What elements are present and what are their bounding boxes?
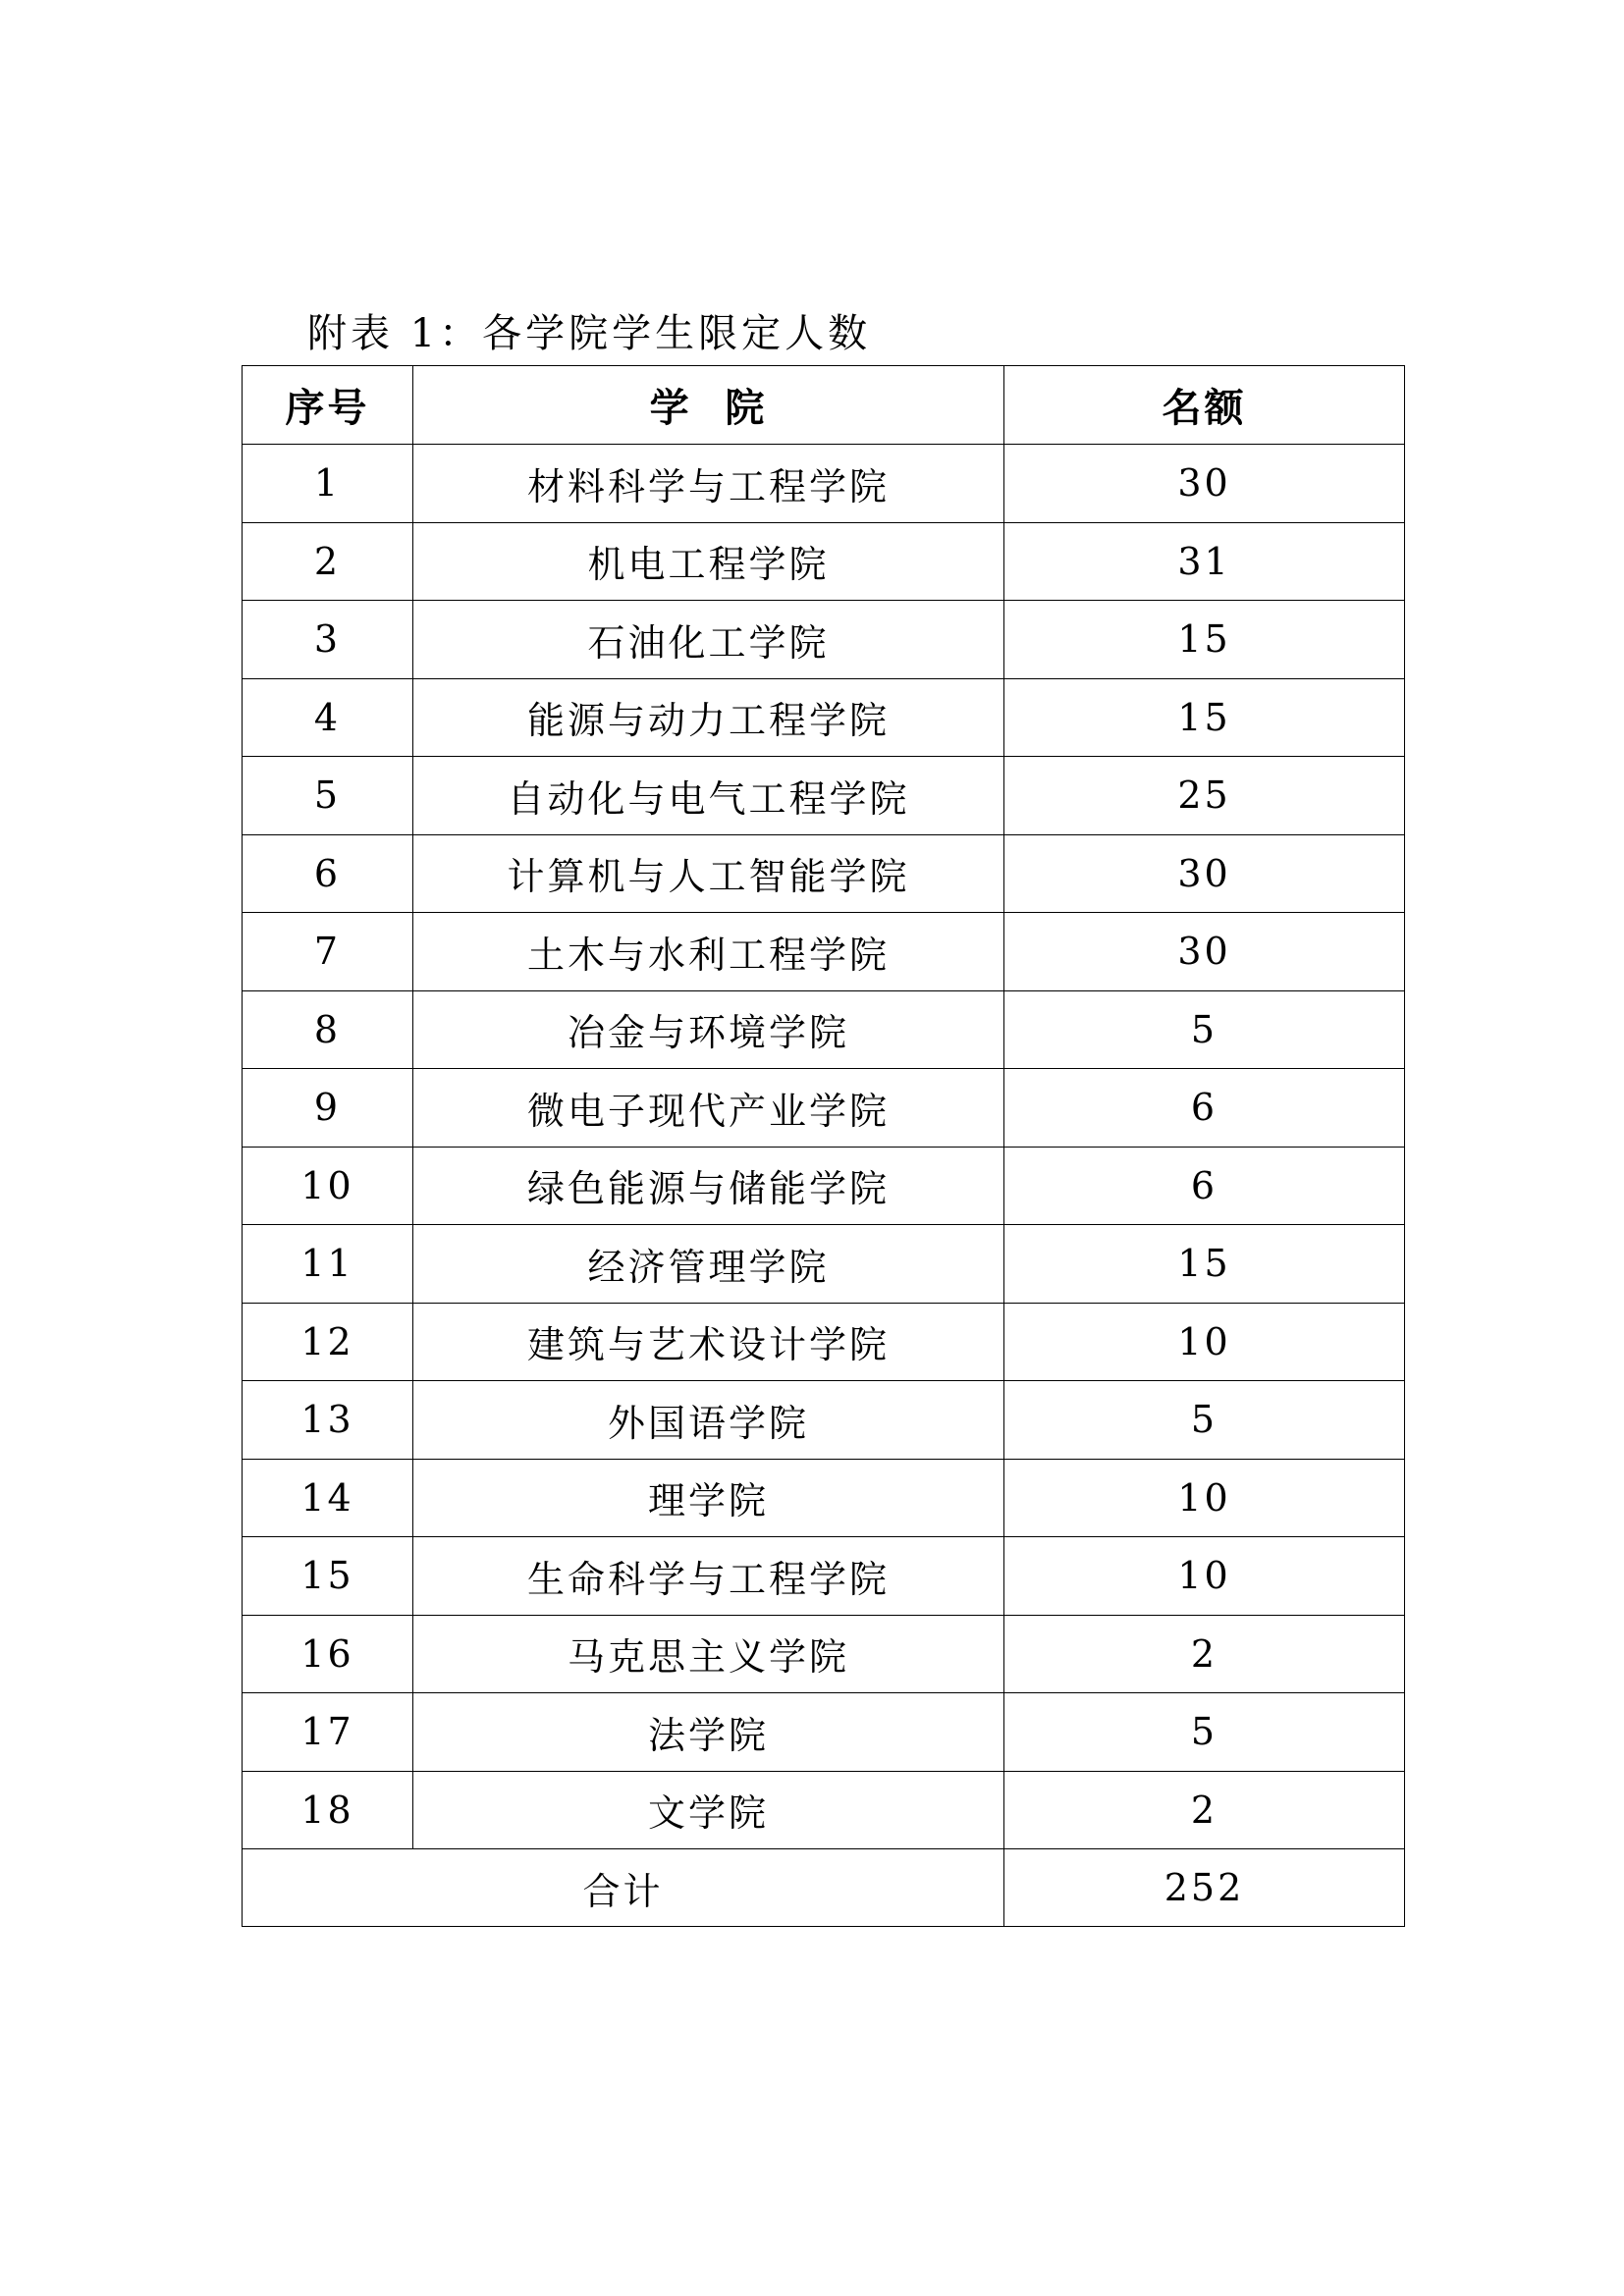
table-row: [243, 1771, 1405, 1849]
cell-college: 土木与水利工程学院: [413, 913, 1004, 991]
cell-index: 13: [243, 1381, 413, 1460]
cell-index: 16: [243, 1615, 413, 1693]
cell-quota: 5: [1004, 1381, 1405, 1460]
total-value: 252: [1004, 1849, 1405, 1927]
cell-college: 自动化与电气工程学院: [413, 757, 1004, 835]
cell-quota: 31: [1004, 522, 1405, 601]
table-row: [243, 1537, 1405, 1616]
cell-college: 外国语学院: [413, 1381, 1004, 1460]
cell-index: 12: [243, 1303, 413, 1381]
table-row: [243, 1693, 1405, 1772]
cell-quota: 30: [1004, 913, 1405, 991]
table-row: [243, 1303, 1405, 1381]
table-row: [243, 1615, 1405, 1693]
table-row: [243, 445, 1405, 523]
cell-index: 10: [243, 1147, 413, 1225]
cell-index: 3: [243, 601, 413, 679]
table-row: [243, 757, 1405, 835]
cell-quota: 5: [1004, 990, 1405, 1069]
cell-index: 11: [243, 1225, 413, 1304]
table-row: [243, 522, 1405, 601]
cell-college: 建筑与艺术设计学院: [413, 1303, 1004, 1381]
cell-college: 微电子现代产业学院: [413, 1069, 1004, 1148]
table-caption: 附表 1：各学院学生限定人数: [307, 311, 872, 356]
cell-college: 马克思主义学院: [413, 1615, 1004, 1693]
table-row: [243, 913, 1405, 991]
cell-quota: 10: [1004, 1303, 1405, 1381]
cell-index: 8: [243, 990, 413, 1069]
table-row: [243, 1225, 1405, 1304]
cell-college: 能源与动力工程学院: [413, 678, 1004, 757]
table-row: [243, 990, 1405, 1069]
table-row: [243, 1381, 1405, 1460]
cell-quota: 6: [1004, 1147, 1405, 1225]
table-row: [243, 1069, 1405, 1148]
table-row: [243, 601, 1405, 679]
college-quota-table: [242, 365, 1405, 1927]
header-index: 序号: [243, 366, 413, 445]
cell-index: 5: [243, 757, 413, 835]
cell-quota: 2: [1004, 1771, 1405, 1849]
table-header-row: [243, 366, 1405, 445]
cell-index: 9: [243, 1069, 413, 1148]
cell-quota: 2: [1004, 1615, 1405, 1693]
header-quota: 名额: [1004, 366, 1405, 445]
cell-college: 生命科学与工程学院: [413, 1537, 1004, 1616]
table-row: [243, 834, 1405, 913]
cell-quota: 15: [1004, 601, 1405, 679]
cell-college: 石油化工学院: [413, 601, 1004, 679]
cell-college: 理学院: [413, 1459, 1004, 1537]
cell-college: 机电工程学院: [413, 522, 1004, 601]
cell-college: 文学院: [413, 1771, 1004, 1849]
cell-index: 2: [243, 522, 413, 601]
cell-index: 7: [243, 913, 413, 991]
cell-quota: 15: [1004, 678, 1405, 757]
cell-index: 15: [243, 1537, 413, 1616]
cell-index: 4: [243, 678, 413, 757]
header-college: 学 院: [413, 366, 1004, 445]
cell-quota: 6: [1004, 1069, 1405, 1148]
cell-college: 绿色能源与储能学院: [413, 1147, 1004, 1225]
cell-quota: 5: [1004, 1693, 1405, 1772]
cell-college: 冶金与环境学院: [413, 990, 1004, 1069]
cell-index: 6: [243, 834, 413, 913]
cell-college: 材料科学与工程学院: [413, 445, 1004, 523]
cell-index: 14: [243, 1459, 413, 1537]
cell-quota: 15: [1004, 1225, 1405, 1304]
cell-quota: 10: [1004, 1459, 1405, 1537]
cell-quota: 30: [1004, 834, 1405, 913]
cell-index: 1: [243, 445, 413, 523]
cell-quota: 25: [1004, 757, 1405, 835]
table-row: [243, 1147, 1405, 1225]
cell-index: 18: [243, 1771, 413, 1849]
cell-quota: 10: [1004, 1537, 1405, 1616]
table-row: [243, 678, 1405, 757]
cell-quota: 30: [1004, 445, 1405, 523]
table-row: [243, 1459, 1405, 1537]
total-row: [243, 1849, 1405, 1927]
cell-college: 经济管理学院: [413, 1225, 1004, 1304]
cell-index: 17: [243, 1693, 413, 1772]
cell-college: 法学院: [413, 1693, 1004, 1772]
cell-college: 计算机与人工智能学院: [413, 834, 1004, 913]
total-label: 合计: [243, 1849, 1004, 1927]
